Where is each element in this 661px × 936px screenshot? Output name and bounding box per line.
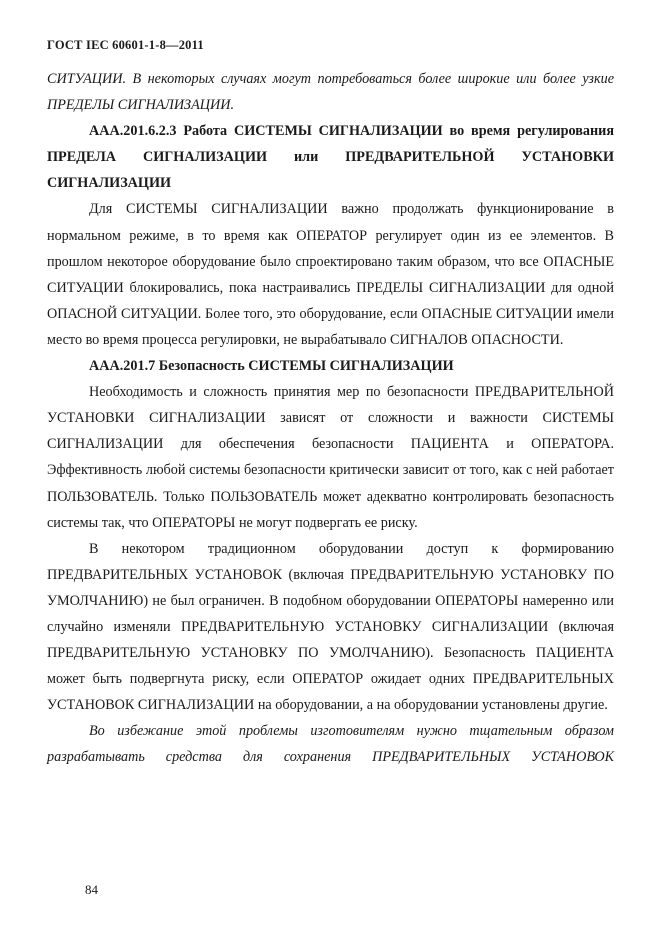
document-body	[47, 66, 614, 771]
paragraph-continuation: СИТУАЦИИ. В некоторых случаях могут потребоваться более широкие или более узкие ПРЕДЕЛЫ СИГНАЛИЗАЦИИ.	[47, 71, 614, 114]
standard-header: ГОСТ IEC 60601-1-8—2011	[47, 38, 204, 52]
paragraph-traditional-equipment: В некотором традиционном оборудовании доступ к формированию ПРЕДВАРИТЕЛЬНЫХ УСТАНОВОК (включая ПРЕДВАРИТЕЛЬНУЮ УСТАНОВКУ ПО УМОЛЧАНИЮ) не был ограничен. В подобном оборудовании ОПЕРАТОРЫ намеренно или случайно изменяли ПРЕДВАРИТЕЛЬНУЮ УСТАНОВКУ СИГНАЛИЗАЦИИ (включая ПРЕДВАРИТЕЛЬНУЮ УСТАНОВКУ ПО УМОЛЧАНИЮ). Безопасность ПАЦИЕНТА может быть подвергнута риску, если ОПЕРАТОР ожидает одних ПРЕДВАРИТЕЛЬНЫХ УСТАНОВОК СИГНАЛИЗАЦИИ на оборудовании, а на оборудовании установлены другие.	[47, 540, 614, 714]
page-number: 84	[85, 882, 98, 897]
paragraph-alarm-system-operation: Для СИСТЕМЫ СИГНАЛИЗАЦИИ важно продолжать функционирование в нормальном режиме, в то время как ОПЕРАТОР регулирует один из ее элементов. В прошлом некоторое оборудование было спроектировано таким образом, что все ОПАСНЫЕ СИТУАЦИИ блокировались, пока настраивались ПРЕДЕЛЫ СИГНАЛИЗАЦИИ для одной ОПАСНОЙ СИТУАЦИИ. Более того, это оборудование, если ОПАСНЫЕ СИТУАЦИИ имели место во время процесса регулировки, не вырабатывало СИГНАЛОВ ОПАСНОСТИ.	[47, 201, 614, 348]
section-heading-aaa-201-6-2-3: ААА.201.6.2.3 Работа СИСТЕМЫ СИГНАЛИЗАЦИИ во время регулирования ПРЕДЕЛА СИГНАЛИЗАЦИИ или ПРЕДВАРИТЕЛЬНОЙ УСТАНОВКИ СИГНАЛИЗАЦИИ	[47, 123, 614, 192]
paragraph-manufacturer-measures: Во избежание этой проблемы изготовителям нужно тщательным образом разрабатывать средства для сохранения ПРЕДВАРИТЕЛЬНЫХ УСТАНОВОК	[47, 723, 614, 766]
paragraph-alarm-safety: Необходимость и сложность принятия мер по безопасности ПРЕДВАРИТЕЛЬНОЙ УСТАНОВКИ СИГНАЛИЗАЦИИ зависят от сложности и важности СИСТЕМЫ СИГНАЛИЗАЦИИ для обеспечения безопасности ПАЦИЕНТА и ОПЕРАТОРА. Эффективность любой системы безопасности критически зависит от того, как с ней работает ПОЛЬЗОВАТЕЛЬ. Только ПОЛЬЗОВАТЕЛЬ может адекватно контролировать безопасность системы так, что ОПЕРАТОРЫ не могут подвергать ее риску.	[47, 384, 614, 531]
section-heading-aaa-201-7: ААА.201.7 Безопасность СИСТЕМЫ СИГНАЛИЗАЦИИ	[89, 358, 454, 375]
